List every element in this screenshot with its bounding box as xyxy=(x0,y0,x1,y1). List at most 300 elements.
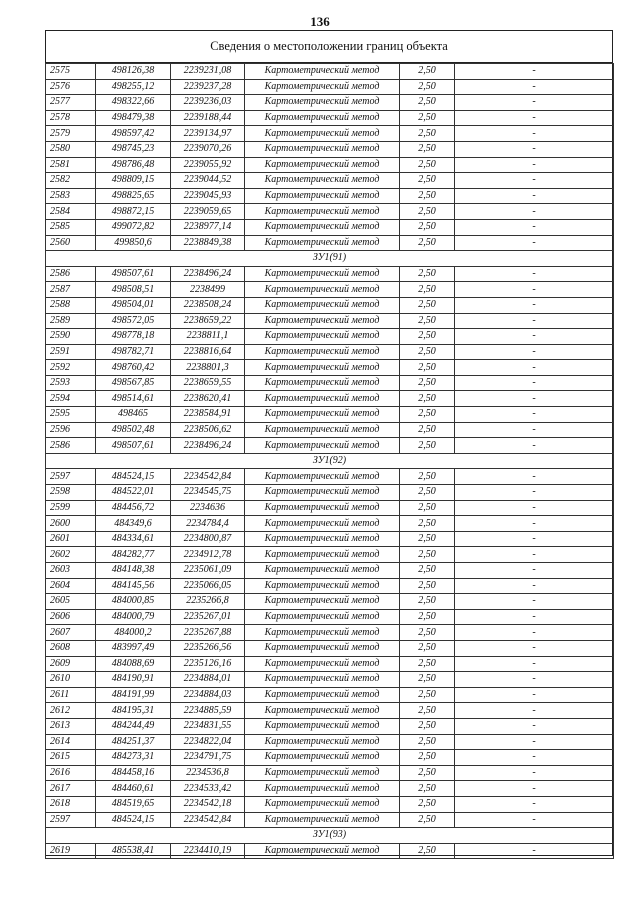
x-coordinate-cell: 498507,61 xyxy=(96,266,171,282)
precision-cell: 2,50 xyxy=(400,734,455,750)
precision-cell: 2,50 xyxy=(400,188,455,204)
precision-cell: 2,50 xyxy=(400,110,455,126)
point-number-cell: 2598 xyxy=(46,485,96,501)
note-cell: - xyxy=(455,438,614,454)
precision-cell: 2,50 xyxy=(400,126,455,142)
method-cell: Картометрический метод xyxy=(245,750,400,766)
precision-cell: 2,50 xyxy=(400,485,455,501)
x-coordinate-cell: 498809,15 xyxy=(96,173,171,189)
table-row xyxy=(46,640,614,656)
table-row xyxy=(46,141,614,157)
note-cell: - xyxy=(455,750,614,766)
table-row xyxy=(46,500,614,516)
y-coordinate-cell: 2234542,18 xyxy=(171,796,245,812)
point-number-cell: 2580 xyxy=(46,141,96,157)
precision-cell: 2,50 xyxy=(400,375,455,391)
note-cell: - xyxy=(455,547,614,563)
x-coordinate-cell: 484522,01 xyxy=(96,485,171,501)
point-number-cell: 2597 xyxy=(46,812,96,828)
precision-cell: 2,50 xyxy=(400,547,455,563)
table-row xyxy=(46,266,614,282)
method-cell: Картометрический метод xyxy=(245,79,400,95)
note-cell: - xyxy=(455,500,614,516)
note-cell: - xyxy=(455,609,614,625)
x-coordinate-cell: 484273,31 xyxy=(96,750,171,766)
y-coordinate-cell: 2234884,01 xyxy=(171,672,245,688)
x-coordinate-cell: 498465 xyxy=(96,407,171,423)
precision-cell: 2,50 xyxy=(400,266,455,282)
point-number-cell: 2587 xyxy=(46,282,96,298)
method-cell: Картометрический метод xyxy=(245,391,400,407)
y-coordinate-cell: 2239044,52 xyxy=(171,173,245,189)
x-coordinate-cell: 498508,51 xyxy=(96,282,171,298)
y-coordinate-cell: 2234884,03 xyxy=(171,687,245,703)
note-cell: - xyxy=(455,219,614,235)
method-cell: Картометрический метод xyxy=(245,500,400,516)
point-number-cell: 2605 xyxy=(46,594,96,610)
y-coordinate-cell: 2234636 xyxy=(171,500,245,516)
note-cell: - xyxy=(455,796,614,812)
note-cell: - xyxy=(455,313,614,329)
point-number-cell: 2599 xyxy=(46,500,96,516)
precision-cell: 2,50 xyxy=(400,360,455,376)
x-coordinate-cell: 484349,6 xyxy=(96,516,171,532)
x-coordinate-cell: 498504,01 xyxy=(96,297,171,313)
precision-cell: 2,50 xyxy=(400,297,455,313)
x-coordinate-cell: 484000,79 xyxy=(96,609,171,625)
x-coordinate-cell: 498782,71 xyxy=(96,344,171,360)
note-cell: - xyxy=(455,64,614,80)
note-cell: - xyxy=(455,141,614,157)
note-cell: - xyxy=(455,157,614,173)
table-row xyxy=(46,516,614,532)
precision-cell: 2,50 xyxy=(400,157,455,173)
table-row xyxy=(46,407,614,423)
point-number-cell: 2579 xyxy=(46,126,96,142)
x-coordinate-cell: 498322,66 xyxy=(96,95,171,111)
y-coordinate-cell: 2239231,08 xyxy=(171,64,245,80)
method-cell: Картометрический метод xyxy=(245,422,400,438)
x-coordinate-cell: 484524,15 xyxy=(96,812,171,828)
x-coordinate-cell: 484519,65 xyxy=(96,796,171,812)
table-row xyxy=(46,282,614,298)
x-coordinate-cell: 484251,37 xyxy=(96,734,171,750)
y-coordinate-cell: 2234831,55 xyxy=(171,718,245,734)
method-cell: Картометрический метод xyxy=(245,843,400,859)
x-coordinate-cell: 484282,77 xyxy=(96,547,171,563)
method-cell: Картометрический метод xyxy=(245,64,400,80)
y-coordinate-cell: 2239134,97 xyxy=(171,126,245,142)
x-coordinate-cell: 498760,42 xyxy=(96,360,171,376)
point-number-cell: 2589 xyxy=(46,313,96,329)
point-number-cell: 2578 xyxy=(46,110,96,126)
x-coordinate-cell: 499850,6 xyxy=(96,235,171,251)
y-coordinate-cell: 2235061,09 xyxy=(171,563,245,579)
note-cell: - xyxy=(455,531,614,547)
point-number-cell: 2602 xyxy=(46,547,96,563)
note-cell: - xyxy=(455,188,614,204)
method-cell: Картометрический метод xyxy=(245,485,400,501)
note-cell: - xyxy=(455,812,614,828)
note-cell: - xyxy=(455,360,614,376)
precision-cell: 2,50 xyxy=(400,95,455,111)
method-cell: Картометрический метод xyxy=(245,141,400,157)
precision-cell: 2,50 xyxy=(400,625,455,641)
y-coordinate-cell: 2238496,24 xyxy=(171,438,245,454)
method-cell: Картометрический метод xyxy=(245,703,400,719)
method-cell: Картометрический метод xyxy=(245,438,400,454)
method-cell: Картометрический метод xyxy=(245,344,400,360)
y-coordinate-cell: 2239188,44 xyxy=(171,110,245,126)
y-coordinate-cell: 2238508,24 xyxy=(171,297,245,313)
point-number-cell: 2613 xyxy=(46,718,96,734)
point-number-cell: 2586 xyxy=(46,266,96,282)
table-row xyxy=(46,750,614,766)
table-row xyxy=(46,110,614,126)
y-coordinate-cell: 2239236,03 xyxy=(171,95,245,111)
precision-cell: 2,50 xyxy=(400,204,455,220)
precision-cell: 2,50 xyxy=(400,516,455,532)
point-number-cell: 2592 xyxy=(46,360,96,376)
method-cell: Картометрический метод xyxy=(245,765,400,781)
precision-cell: 2,50 xyxy=(400,640,455,656)
note-cell: - xyxy=(455,656,614,672)
section-label: ЗУ1(91) xyxy=(46,251,614,267)
point-number-cell: 2612 xyxy=(46,703,96,719)
table-row xyxy=(46,188,614,204)
y-coordinate-cell: 2234410,19 xyxy=(171,843,245,859)
y-coordinate-cell: 2235066,05 xyxy=(171,578,245,594)
method-cell: Картометрический метод xyxy=(245,578,400,594)
precision-cell: 2,50 xyxy=(400,313,455,329)
table-row xyxy=(46,718,614,734)
method-cell: Картометрический метод xyxy=(245,687,400,703)
method-cell: Картометрический метод xyxy=(245,126,400,142)
point-number-cell: 2560 xyxy=(46,235,96,251)
precision-cell: 2,50 xyxy=(400,672,455,688)
note-cell: - xyxy=(455,718,614,734)
point-number-cell: 2581 xyxy=(46,157,96,173)
note-cell: - xyxy=(455,734,614,750)
method-cell: Картометрический метод xyxy=(245,469,400,485)
x-coordinate-cell: 498872,15 xyxy=(96,204,171,220)
y-coordinate-cell: 2234536,8 xyxy=(171,765,245,781)
y-coordinate-cell: 2234542,84 xyxy=(171,812,245,828)
table-row xyxy=(46,734,614,750)
table-row xyxy=(46,313,614,329)
x-coordinate-cell: 498745,23 xyxy=(96,141,171,157)
point-number-cell: 2603 xyxy=(46,563,96,579)
x-coordinate-cell: 484000,85 xyxy=(96,594,171,610)
x-coordinate-cell: 498825,65 xyxy=(96,188,171,204)
note-cell: - xyxy=(455,516,614,532)
precision-cell: 2,50 xyxy=(400,141,455,157)
y-coordinate-cell: 2235267,88 xyxy=(171,625,245,641)
note-cell: - xyxy=(455,687,614,703)
method-cell: Картометрический метод xyxy=(245,204,400,220)
note-cell: - xyxy=(455,407,614,423)
precision-cell: 2,50 xyxy=(400,329,455,345)
point-number-cell: 2575 xyxy=(46,64,96,80)
method-cell: Картометрический метод xyxy=(245,718,400,734)
note-cell: - xyxy=(455,765,614,781)
x-coordinate-cell: 484000,2 xyxy=(96,625,171,641)
precision-cell: 2,50 xyxy=(400,609,455,625)
note-cell: - xyxy=(455,79,614,95)
precision-cell: 2,50 xyxy=(400,765,455,781)
x-coordinate-cell: 484334,61 xyxy=(96,531,171,547)
y-coordinate-cell: 2235266,56 xyxy=(171,640,245,656)
section-row xyxy=(46,453,614,469)
method-cell: Картометрический метод xyxy=(245,547,400,563)
y-coordinate-cell: 2234542,84 xyxy=(171,469,245,485)
precision-cell: 2,50 xyxy=(400,391,455,407)
note-cell: - xyxy=(455,578,614,594)
table-row xyxy=(46,812,614,828)
y-coordinate-cell: 2238816,64 xyxy=(171,344,245,360)
table-row xyxy=(46,469,614,485)
y-coordinate-cell: 2238659,55 xyxy=(171,375,245,391)
point-number-cell: 2583 xyxy=(46,188,96,204)
table-row xyxy=(46,781,614,797)
precision-cell: 2,50 xyxy=(400,656,455,672)
note-cell: - xyxy=(455,297,614,313)
note-cell: - xyxy=(455,282,614,298)
x-coordinate-cell: 498572,05 xyxy=(96,313,171,329)
precision-cell: 2,50 xyxy=(400,781,455,797)
x-coordinate-cell: 498502,48 xyxy=(96,422,171,438)
method-cell: Картометрический метод xyxy=(245,219,400,235)
y-coordinate-cell: 2238499 xyxy=(171,282,245,298)
y-coordinate-cell: 2234885,59 xyxy=(171,703,245,719)
note-cell: - xyxy=(455,594,614,610)
x-coordinate-cell: 484195,31 xyxy=(96,703,171,719)
y-coordinate-cell: 2238659,22 xyxy=(171,313,245,329)
table-row xyxy=(46,375,614,391)
note-cell: - xyxy=(455,843,614,859)
y-coordinate-cell: 2235267,01 xyxy=(171,609,245,625)
point-number-cell: 2611 xyxy=(46,687,96,703)
method-cell: Картометрический метод xyxy=(245,407,400,423)
precision-cell: 2,50 xyxy=(400,173,455,189)
note-cell: - xyxy=(455,95,614,111)
method-cell: Картометрический метод xyxy=(245,656,400,672)
y-coordinate-cell: 2239070,26 xyxy=(171,141,245,157)
precision-cell: 2,50 xyxy=(400,843,455,859)
method-cell: Картометрический метод xyxy=(245,625,400,641)
method-cell: Картометрический метод xyxy=(245,157,400,173)
precision-cell: 2,50 xyxy=(400,469,455,485)
point-number-cell: 2593 xyxy=(46,375,96,391)
method-cell: Картометрический метод xyxy=(245,609,400,625)
x-coordinate-cell: 483997,49 xyxy=(96,640,171,656)
note-cell: - xyxy=(455,391,614,407)
method-cell: Картометрический метод xyxy=(245,95,400,111)
method-cell: Картометрический метод xyxy=(245,297,400,313)
precision-cell: 2,50 xyxy=(400,812,455,828)
note-cell: - xyxy=(455,344,614,360)
x-coordinate-cell: 484460,61 xyxy=(96,781,171,797)
point-number-cell: 2595 xyxy=(46,407,96,423)
y-coordinate-cell: 2238506,62 xyxy=(171,422,245,438)
table-row xyxy=(46,672,614,688)
precision-cell: 2,50 xyxy=(400,438,455,454)
x-coordinate-cell: 484458,16 xyxy=(96,765,171,781)
table-row xyxy=(46,438,614,454)
y-coordinate-cell: 2238811,1 xyxy=(171,329,245,345)
x-coordinate-cell: 498255,12 xyxy=(96,79,171,95)
y-coordinate-cell: 2239237,28 xyxy=(171,79,245,95)
x-coordinate-cell: 484148,38 xyxy=(96,563,171,579)
method-cell: Картометрический метод xyxy=(245,640,400,656)
section-label: ЗУ1(93) xyxy=(46,828,614,844)
coordinates-table xyxy=(45,63,614,859)
x-coordinate-cell: 484524,15 xyxy=(96,469,171,485)
note-cell: - xyxy=(455,422,614,438)
point-number-cell: 2576 xyxy=(46,79,96,95)
method-cell: Картометрический метод xyxy=(245,266,400,282)
y-coordinate-cell: 2234784,4 xyxy=(171,516,245,532)
table-row xyxy=(46,360,614,376)
note-cell: - xyxy=(455,469,614,485)
note-cell: - xyxy=(455,485,614,501)
table-row xyxy=(46,297,614,313)
point-number-cell: 2596 xyxy=(46,422,96,438)
y-coordinate-cell: 2238620,41 xyxy=(171,391,245,407)
x-coordinate-cell: 498786,48 xyxy=(96,157,171,173)
y-coordinate-cell: 2239055,92 xyxy=(171,157,245,173)
note-cell: - xyxy=(455,563,614,579)
x-coordinate-cell: 499072,82 xyxy=(96,219,171,235)
point-number-cell: 2604 xyxy=(46,578,96,594)
table-row xyxy=(46,609,614,625)
note-cell: - xyxy=(455,204,614,220)
point-number-cell: 2577 xyxy=(46,95,96,111)
precision-cell: 2,50 xyxy=(400,750,455,766)
method-cell: Картометрический метод xyxy=(245,235,400,251)
point-number-cell: 2610 xyxy=(46,672,96,688)
method-cell: Картометрический метод xyxy=(245,672,400,688)
note-cell: - xyxy=(455,703,614,719)
method-cell: Картометрический метод xyxy=(245,594,400,610)
section-label: ЗУ1(92) xyxy=(46,453,614,469)
precision-cell: 2,50 xyxy=(400,796,455,812)
x-coordinate-cell: 484456,72 xyxy=(96,500,171,516)
note-cell: - xyxy=(455,640,614,656)
table-row xyxy=(46,344,614,360)
method-cell: Картометрический метод xyxy=(245,375,400,391)
note-cell: - xyxy=(455,266,614,282)
table-row xyxy=(46,157,614,173)
table-row xyxy=(46,173,614,189)
y-coordinate-cell: 2239045,93 xyxy=(171,188,245,204)
note-cell: - xyxy=(455,375,614,391)
table-row xyxy=(46,594,614,610)
method-cell: Картометрический метод xyxy=(245,796,400,812)
x-coordinate-cell: 498479,38 xyxy=(96,110,171,126)
precision-cell: 2,50 xyxy=(400,703,455,719)
precision-cell: 2,50 xyxy=(400,422,455,438)
precision-cell: 2,50 xyxy=(400,718,455,734)
table-row xyxy=(46,796,614,812)
y-coordinate-cell: 2235266,8 xyxy=(171,594,245,610)
y-coordinate-cell: 2238496,24 xyxy=(171,266,245,282)
note-cell: - xyxy=(455,110,614,126)
table-row xyxy=(46,656,614,672)
note-cell: - xyxy=(455,126,614,142)
point-number-cell: 2607 xyxy=(46,625,96,641)
table-row xyxy=(46,625,614,641)
precision-cell: 2,50 xyxy=(400,344,455,360)
point-number-cell: 2591 xyxy=(46,344,96,360)
y-coordinate-cell: 2238584,91 xyxy=(171,407,245,423)
y-coordinate-cell: 2238977,14 xyxy=(171,219,245,235)
point-number-cell: 2601 xyxy=(46,531,96,547)
method-cell: Картометрический метод xyxy=(245,781,400,797)
point-number-cell: 2590 xyxy=(46,329,96,345)
y-coordinate-cell: 2234800,87 xyxy=(171,531,245,547)
table-row xyxy=(46,126,614,142)
point-number-cell: 2588 xyxy=(46,297,96,313)
note-cell: - xyxy=(455,781,614,797)
point-number-cell: 2619 xyxy=(46,843,96,859)
precision-cell: 2,50 xyxy=(400,578,455,594)
point-number-cell: 2584 xyxy=(46,204,96,220)
method-cell: Картометрический метод xyxy=(245,282,400,298)
table-row xyxy=(46,235,614,251)
note-cell: - xyxy=(455,625,614,641)
table-title: Сведения о местоположении границ объекта xyxy=(45,30,613,63)
method-cell: Картометрический метод xyxy=(245,812,400,828)
page-number: 136 xyxy=(310,14,330,29)
x-coordinate-cell: 484244,49 xyxy=(96,718,171,734)
y-coordinate-cell: 2235126,16 xyxy=(171,656,245,672)
table-row xyxy=(46,687,614,703)
x-coordinate-cell: 484191,99 xyxy=(96,687,171,703)
table-row xyxy=(46,79,614,95)
section-row xyxy=(46,828,614,844)
y-coordinate-cell: 2234912,78 xyxy=(171,547,245,563)
precision-cell: 2,50 xyxy=(400,407,455,423)
note-cell: - xyxy=(455,173,614,189)
precision-cell: 2,50 xyxy=(400,235,455,251)
y-coordinate-cell: 2238849,38 xyxy=(171,235,245,251)
table-row xyxy=(46,391,614,407)
section-row xyxy=(46,251,614,267)
coordinates-table-body xyxy=(46,64,614,859)
point-number-cell: 2616 xyxy=(46,765,96,781)
note-cell: - xyxy=(455,329,614,345)
table-row xyxy=(46,485,614,501)
x-coordinate-cell: 498507,61 xyxy=(96,438,171,454)
table-row xyxy=(46,765,614,781)
y-coordinate-cell: 2239059,65 xyxy=(171,204,245,220)
point-number-cell: 2586 xyxy=(46,438,96,454)
point-number-cell: 2618 xyxy=(46,796,96,812)
precision-cell: 2,50 xyxy=(400,219,455,235)
table-row xyxy=(46,531,614,547)
y-coordinate-cell: 2234545,75 xyxy=(171,485,245,501)
note-cell: - xyxy=(455,672,614,688)
table-row xyxy=(46,563,614,579)
y-coordinate-cell: 2234791,75 xyxy=(171,750,245,766)
x-coordinate-cell: 484145,56 xyxy=(96,578,171,594)
precision-cell: 2,50 xyxy=(400,79,455,95)
table-row xyxy=(46,204,614,220)
method-cell: Картометрический метод xyxy=(245,516,400,532)
y-coordinate-cell: 2234822,04 xyxy=(171,734,245,750)
point-number-cell: 2617 xyxy=(46,781,96,797)
